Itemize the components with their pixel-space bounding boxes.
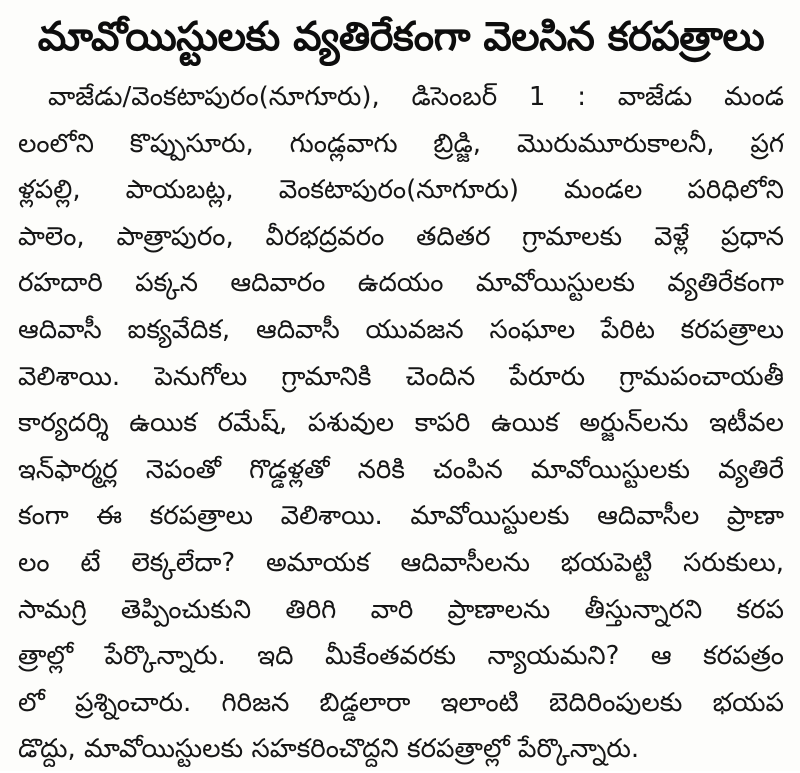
article-line: కార్యదర్శి ఉయిక రమేష్, పశువుల కాపరి ఉయిక అర్జున్‌లను ఇటీవల bbox=[18, 408, 784, 439]
article-line: వెలిశాయి. పెనుగోలు గ్రామానికి చెందిన పేరూరు గ్రామపంచాయతీ bbox=[18, 361, 784, 392]
article-line: రహదారి పక్కన ఆదివారం ఉదయం మావోయిస్టులకు వ్యతిరేకంగా bbox=[18, 268, 784, 299]
article-line: సామగ్రి తెప్పించుకుని తిరిగి వారి ప్రాణాలను తీస్తున్నారని కరప bbox=[18, 594, 784, 625]
article-line: పాలెం, పాత్రాపురం, వీరభద్రవరం తదితర గ్రామాలకు వెళ్లే ప్రధాన bbox=[18, 221, 784, 252]
article-line: లం టే లెక్కలేదా? అమాయక ఆదివాసీలను భయపెట్టి సరుకులు, bbox=[18, 547, 784, 578]
article-line: కంగా ఈ కరపత్రాలు వెలిశాయి. మావోయిస్టులకు ఆదివాసీల ప్రాణా bbox=[18, 501, 784, 532]
article-line: ఆదివాసీ ఐక్యవేదిక, ఆదివాసీ యువజన సంఘాల పేరిట కరపత్రాలు bbox=[18, 314, 784, 345]
article-line: త్రాల్లో పేర్కొన్నారు. ఇది మీకేంతవరకు న్యాయమని? ఆ కరపత్రం bbox=[18, 641, 784, 672]
article-line: ఇన్‌ఫార్మర్ల నెపంతో గొడ్డళ్లతో నరికి చంపిన మావోయిస్టులకు వ్యతిరే bbox=[18, 454, 784, 485]
article-body bbox=[18, 74, 784, 773]
article-line: వాజేడు/వెంకటాపురం(నూగూరు), డిసెంబర్ 1 : వాజేడు మండ bbox=[48, 82, 784, 112]
article-line: లంలోని కొప్పుసూరు, గుండ్లవాగు బ్రిడ్జి, మొరుమూరుకాలనీ, ప్రగ bbox=[18, 128, 784, 159]
article-line: డొద్దు, మావోయిస్టులకు సహకరించొద్దని కరపత్రాల్లో పేర్కొన్నారు. bbox=[18, 734, 640, 765]
headline: మావోయిస్టులకు వ్యతిరేకంగా వెలసిన కరపత్రాలు bbox=[37, 14, 765, 60]
article-line: ళ్లపల్లి, పాయబట్ల, వెంకటాపురం(నూగూరు) మండల పరిధిలోని bbox=[18, 175, 784, 206]
article-line: లో ప్రశ్నించారు. గిరిజన బిడ్డలారా ఇలాంటి బెదిరింపులకు భయప bbox=[18, 687, 784, 718]
